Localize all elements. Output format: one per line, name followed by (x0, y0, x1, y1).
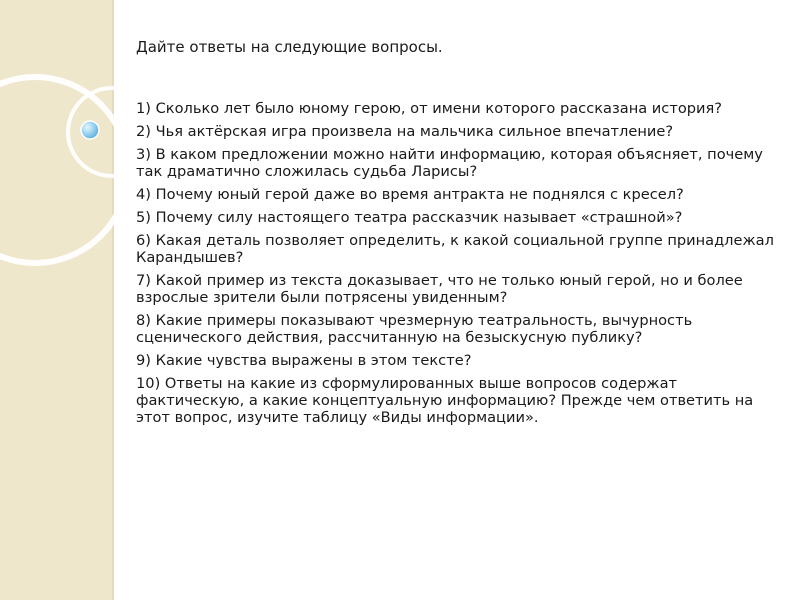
question-item: 2) Чья актёрская игра произвела на мальчика сильное впечатление? (136, 123, 674, 140)
slide-side-panel (0, 0, 112, 600)
questions-list (136, 100, 776, 426)
slide-content (136, 38, 776, 432)
question-item: 8) Какие примеры показывают чрезмерную театральность, вычурность сценического действия, рассчитанную на безыскусную публику? (136, 312, 693, 346)
question-item: 4) Почему юный герой даже во время антракта не поднялся с кресел? (136, 186, 684, 203)
slide-title: Дайте ответы на следующие вопросы. (136, 38, 443, 56)
question-item: 9) Какие чувства выражены в этом тексте? (136, 352, 472, 369)
question-item: 10) Ответы на какие из сформулированных выше вопросов содержат фактическую, а какие концептуальную информацию? Прежде чем ответить на этот вопрос, изучите таблицу «Виды информации». (136, 375, 754, 426)
panel-divider (112, 0, 114, 600)
question-item: 1) Сколько лет было юному герою, от имени которого рассказана история? (136, 100, 723, 117)
question-item: 7) Какой пример из текста доказывает, что не только юный герой, но и более взрослые зрители были потрясены увиденным? (136, 272, 743, 306)
question-item: 3) В каком предложении можно найти информацию, которая объясняет, почему так драматично сложилась судьба Ларисы? (136, 146, 763, 180)
question-item: 5) Почему силу настоящего театра рассказчик называет «страшной»? (136, 209, 683, 226)
question-item: 6) Какая деталь позволяет определить, к какой социальной группе принадлежал Карандышев? (136, 232, 774, 266)
